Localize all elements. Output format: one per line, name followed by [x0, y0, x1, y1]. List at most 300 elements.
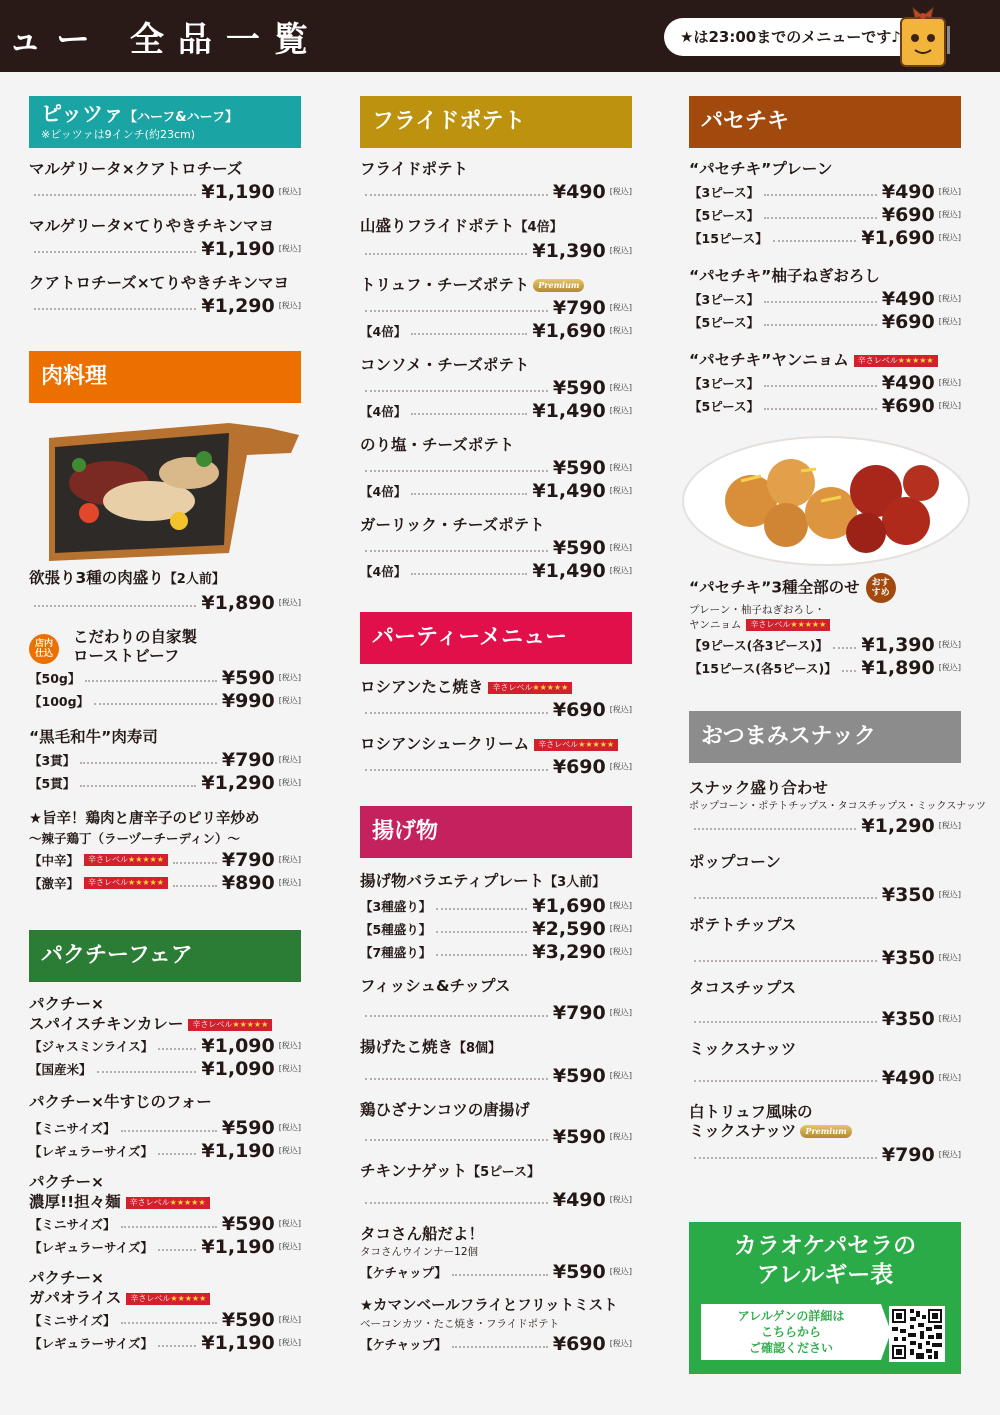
- leader-dots: [842, 670, 857, 672]
- tax-label: [税込]: [609, 543, 632, 552]
- option-label: 【ケチャップ】: [360, 1336, 447, 1352]
- item-name-text: 揚げ物バラエティプレート: [360, 872, 545, 890]
- premium-badge: Premium: [533, 279, 584, 292]
- tax-label: [税込]: [938, 294, 961, 303]
- menu-item[interactable]: [360, 354, 632, 422]
- price-row: [29, 771, 301, 794]
- leader-dots: [365, 470, 548, 472]
- price-row: [360, 559, 632, 582]
- item-desc-text: ヤンニョム: [689, 619, 742, 631]
- tax-label: [税込]: [609, 705, 632, 714]
- item-price: ¥590: [221, 666, 275, 689]
- item-price: ¥990: [221, 689, 275, 712]
- tax-label: [税込]: [609, 1008, 632, 1017]
- spice-stars: ★★★★★: [532, 682, 569, 692]
- tax-label: [税込]: [609, 1132, 632, 1141]
- item-price: ¥1,690: [532, 319, 606, 342]
- option-label: 【5ピース】: [689, 314, 760, 330]
- tax-label: [税込]: [609, 486, 632, 495]
- item-price: ¥1,690: [532, 894, 606, 917]
- item-price: ¥1,890: [201, 591, 275, 614]
- menu-item[interactable]: [360, 1295, 632, 1355]
- price-row: [689, 226, 961, 249]
- price-row: [360, 1188, 632, 1211]
- item-price: ¥790: [221, 848, 275, 871]
- menu-item[interactable]: [689, 914, 961, 969]
- price-row: [689, 203, 961, 226]
- leader-dots: [452, 1274, 548, 1276]
- menu-item[interactable]: [360, 870, 632, 963]
- menu-item[interactable]: [360, 733, 632, 778]
- item-name: マルゲリータ×てりやきチキンマヨ: [29, 217, 275, 235]
- leader-dots: [121, 1226, 217, 1228]
- price-row: [689, 1007, 961, 1030]
- category-header-pizza: [29, 96, 301, 148]
- item-price: ¥1,390: [861, 633, 935, 656]
- tax-label: [税込]: [278, 878, 301, 887]
- option-label: 【激辛】: [29, 875, 80, 891]
- leader-dots: [411, 493, 527, 495]
- menu-item[interactable]: [360, 1223, 632, 1283]
- leader-dots: [34, 308, 196, 310]
- item-name-line: こだわりの自家製: [73, 628, 198, 646]
- item-name: マルゲリータ×クアトロチーズ: [29, 160, 243, 178]
- spice-level-badge: [126, 1197, 210, 1209]
- item-price: ¥490: [881, 287, 935, 310]
- recommended-badge: [866, 573, 896, 603]
- menu-item[interactable]: [29, 567, 301, 614]
- menu-item[interactable]: [29, 1172, 301, 1258]
- price-row: [689, 310, 961, 333]
- item-name: コンソメ・チーズポテト: [360, 356, 530, 374]
- spice-label: 辛さレベル: [130, 1293, 171, 1303]
- tax-label: [税込]: [609, 463, 632, 472]
- price-row: [29, 748, 301, 771]
- price-row: [29, 1116, 301, 1139]
- spice-label: 辛さレベル: [857, 355, 898, 365]
- price-row: [360, 536, 632, 559]
- tax-label: [税込]: [938, 1073, 961, 1082]
- spice-level-badge: [854, 355, 938, 367]
- price-row: [360, 1260, 632, 1283]
- leader-dots: [158, 1153, 196, 1155]
- item-price: ¥1,290: [201, 771, 275, 794]
- item-desc: タコさんウインナー12個: [360, 1246, 479, 1258]
- item-price: ¥590: [552, 456, 606, 479]
- item-name: [360, 1160, 632, 1184]
- leader-dots: [365, 712, 548, 714]
- tax-label: [税込]: [278, 1041, 301, 1050]
- allergy-title-line: カラオケパセラの: [733, 1233, 917, 1259]
- menu-item[interactable]: [689, 977, 961, 1030]
- tax-label: [税込]: [278, 1242, 301, 1251]
- leader-dots: [365, 769, 548, 771]
- item-price: ¥1,190: [201, 1139, 275, 1162]
- menu-item[interactable]: [360, 274, 632, 342]
- menu-item[interactable]: [689, 265, 961, 333]
- item-price: ¥690: [881, 310, 935, 333]
- option-label: 【国産米】: [29, 1061, 92, 1077]
- option-label: 【ケチャップ】: [360, 1264, 447, 1280]
- item-price: ¥690: [881, 394, 935, 417]
- badge-line: 仕込: [34, 649, 53, 659]
- item-price: ¥350: [881, 1007, 935, 1030]
- option-label: 【3貫】: [29, 752, 76, 768]
- item-price: ¥1,290: [201, 294, 275, 317]
- leader-dots: [365, 550, 548, 552]
- option-label: 【5種盛り】: [360, 921, 432, 937]
- item-price: ¥590: [221, 1116, 275, 1139]
- item-price: ¥1,390: [532, 239, 606, 262]
- price-row: [360, 180, 632, 203]
- item-name-text: “パセチキ”ヤンニョム: [689, 351, 849, 369]
- option-label: 【15ピース(各5ピース)】: [689, 660, 837, 676]
- tax-label: [税込]: [938, 953, 961, 962]
- tax-label: [税込]: [609, 924, 632, 933]
- tax-label: [税込]: [278, 1315, 301, 1324]
- column-right: [689, 96, 986, 1166]
- item-name-text: 欲張り3種の肉盛り: [29, 569, 164, 587]
- option-label: 【3種盛り】: [360, 898, 432, 914]
- menu-item[interactable]: [29, 1268, 301, 1354]
- menu-item[interactable]: [689, 349, 961, 417]
- menu-item[interactable]: [689, 158, 961, 249]
- item-price: ¥350: [881, 883, 935, 906]
- tax-label: [税込]: [609, 901, 632, 910]
- tax-label: [税込]: [609, 1195, 632, 1204]
- tax-label: [税込]: [278, 301, 301, 310]
- price-row: [360, 755, 632, 778]
- item-name: “パセチキ”柚子ねぎおろし: [689, 267, 880, 285]
- option-label: 【レギュラーサイズ】: [29, 1143, 154, 1159]
- price-row: [29, 1331, 301, 1354]
- menu-item[interactable]: [360, 158, 632, 203]
- tax-label: [税込]: [938, 640, 961, 649]
- column-left: [29, 96, 301, 1354]
- option-label: 【100g】: [29, 693, 90, 709]
- item-name-text: トリュフ・チーズポテト: [360, 276, 530, 294]
- leader-dots: [764, 324, 877, 326]
- leader-dots: [97, 1071, 197, 1073]
- leader-dots: [694, 1080, 877, 1082]
- leader-dots: [121, 1130, 217, 1132]
- price-row: [360, 296, 632, 319]
- item-name: [29, 1172, 301, 1212]
- item-price: ¥490: [552, 1188, 606, 1211]
- menu-item[interactable]: [29, 726, 301, 794]
- price-row: [689, 814, 961, 837]
- menu-item[interactable]: [689, 573, 961, 679]
- item-name: [360, 733, 632, 755]
- spice-level-badge: [84, 854, 168, 866]
- item-name: [29, 1268, 301, 1308]
- tax-label: [税込]: [278, 598, 301, 607]
- spice-label: 辛さレベル: [88, 854, 129, 864]
- item-name: [689, 573, 961, 603]
- item-price: ¥690: [552, 698, 606, 721]
- item-name: ★旨辛！鶏肉と唐辛子のピリ辛炒め: [29, 811, 260, 827]
- spice-level-badge: [126, 1293, 210, 1305]
- item-name: ポテトチップス: [689, 916, 797, 934]
- item-name: スナック盛り合わせ: [689, 779, 828, 797]
- menu-item[interactable]: [360, 1099, 632, 1148]
- item-price: ¥690: [881, 203, 935, 226]
- item-price: ¥1,890: [861, 656, 935, 679]
- leader-dots: [158, 1345, 196, 1347]
- item-name-text: 揚げたこ焼き: [360, 1038, 454, 1056]
- leader-dots: [365, 390, 548, 392]
- spice-label: 辛さレベル: [129, 1197, 170, 1207]
- item-price: ¥490: [881, 180, 935, 203]
- option-label: 【4倍】: [360, 403, 407, 419]
- allergy-instructions: [701, 1304, 881, 1360]
- tax-label: [税込]: [278, 1338, 301, 1347]
- tax-label: [税込]: [278, 855, 301, 864]
- item-price: ¥490: [552, 180, 606, 203]
- price-row: [689, 180, 961, 203]
- tax-label: [税込]: [278, 1146, 301, 1155]
- item-name-text: “パセチキ”3種全部のせ: [689, 578, 860, 597]
- tax-label: [税込]: [938, 663, 961, 672]
- spice-level-badge: [84, 877, 168, 889]
- menu-item[interactable]: [360, 975, 632, 1024]
- item-name-line: パクチー×: [29, 1173, 104, 1191]
- price-row: [689, 371, 961, 394]
- category-header-snack: おつまみスナック: [689, 711, 961, 763]
- item-price: ¥790: [552, 1001, 606, 1024]
- allergy-info-panel[interactable]: [689, 1222, 961, 1374]
- allergy-title: [689, 1232, 961, 1290]
- tax-label: [税込]: [278, 696, 301, 705]
- category-header-party: パーティーメニュー: [360, 612, 632, 664]
- tax-label: [税込]: [609, 1071, 632, 1080]
- leader-dots: [365, 194, 548, 196]
- item-desc: ポップコーン・ポテトチップス・タコスチップス・ミックスナッツ: [689, 801, 986, 812]
- item-price: ¥1,090: [201, 1057, 275, 1080]
- price-row: [29, 591, 301, 614]
- leader-dots: [365, 1139, 548, 1141]
- item-name-text: 山盛りフライドポテト: [360, 217, 515, 235]
- menu-item[interactable]: [689, 1038, 961, 1089]
- price-row: [29, 1308, 301, 1331]
- price-row: [29, 1235, 301, 1258]
- item-name: ★カマンベールフライとフリットミスト: [360, 1298, 618, 1314]
- tax-label: [税込]: [278, 1064, 301, 1073]
- item-name: [29, 994, 301, 1034]
- price-row: [360, 376, 632, 399]
- leader-dots: [411, 413, 527, 415]
- tax-label: [税込]: [938, 1150, 961, 1159]
- price-row: [29, 1057, 301, 1080]
- tax-label: [税込]: [609, 1267, 632, 1276]
- late-night-note: ★は23:00までのメニューです♪: [664, 18, 941, 56]
- menu-item[interactable]: [689, 1103, 961, 1166]
- column-middle: [360, 96, 632, 1355]
- leader-dots: [34, 194, 196, 196]
- tax-label: [税込]: [609, 187, 632, 196]
- item-price: ¥790: [221, 748, 275, 771]
- spice-stars: ★★★★★: [128, 854, 164, 864]
- tax-label: [税込]: [278, 1219, 301, 1228]
- option-label: 【4倍】: [360, 563, 407, 579]
- price-row: [689, 394, 961, 417]
- price-row: [29, 180, 301, 203]
- item-qty: 【4倍】: [514, 220, 563, 235]
- option-label: 【レギュラーサイズ】: [29, 1239, 154, 1255]
- leader-dots: [436, 908, 527, 910]
- badge-line: おす: [871, 578, 890, 588]
- menu-item[interactable]: [29, 272, 301, 317]
- price-row: [360, 698, 632, 721]
- item-price: ¥590: [552, 1064, 606, 1087]
- menu-item[interactable]: [360, 1036, 632, 1087]
- leader-dots: [436, 954, 527, 956]
- menu-item[interactable]: [360, 1160, 632, 1211]
- item-price: ¥590: [221, 1308, 275, 1331]
- spice-stars: ★★★★★: [169, 1197, 206, 1207]
- price-row: [689, 633, 961, 656]
- item-name-text: チキンナゲット: [360, 1162, 468, 1180]
- item-name: “パセチキ”プレーン: [689, 160, 833, 178]
- option-label: 【4倍】: [360, 483, 407, 499]
- spice-stars: ★★★★★: [232, 1019, 269, 1029]
- header-bar: [0, 0, 1000, 72]
- leader-dots: [764, 385, 877, 387]
- fried-chicken-photo: [681, 421, 971, 571]
- leader-dots: [764, 301, 877, 303]
- leader-dots: [694, 828, 856, 830]
- item-price: ¥590: [221, 1212, 275, 1235]
- menu-item[interactable]: [360, 215, 632, 262]
- leader-dots: [694, 1157, 877, 1159]
- item-price: ¥1,490: [532, 559, 606, 582]
- in-house-badge: [29, 634, 59, 664]
- menu-item[interactable]: [29, 994, 301, 1080]
- item-name-line: パクチー×: [29, 1269, 104, 1287]
- price-row: [29, 237, 301, 260]
- item-desc: [689, 618, 961, 633]
- tax-label: [税込]: [938, 821, 961, 830]
- page-title: ュー 全品一覧: [8, 20, 322, 60]
- leader-dots: [694, 960, 877, 962]
- item-name-line: パクチー×: [29, 995, 104, 1013]
- tax-label: [税込]: [938, 1014, 961, 1023]
- item-price: ¥590: [552, 1125, 606, 1148]
- leader-dots: [34, 251, 196, 253]
- menu-item[interactable]: [29, 215, 301, 260]
- badge-line: すめ: [871, 588, 890, 598]
- menu-item[interactable]: [29, 158, 301, 203]
- leader-dots: [80, 762, 217, 764]
- item-name: [360, 215, 632, 239]
- spice-level-badge: [188, 1019, 272, 1031]
- leader-dots: [365, 1202, 548, 1204]
- option-label: 【レギュラーサイズ】: [29, 1335, 154, 1351]
- category-header-pasechiki: パセチキ: [689, 96, 961, 148]
- option-label: 【15ピース】: [689, 230, 768, 246]
- allergy-line: アレルゲンの詳細は: [737, 1309, 845, 1323]
- item-price: ¥890: [221, 871, 275, 894]
- item-price: ¥1,190: [201, 1235, 275, 1258]
- leader-dots: [365, 253, 527, 255]
- leader-dots: [173, 885, 217, 887]
- menu-item[interactable]: [29, 1088, 301, 1162]
- item-price: ¥790: [881, 1143, 935, 1166]
- price-row: [29, 1034, 301, 1057]
- menu-item[interactable]: [689, 777, 986, 837]
- item-head: [29, 628, 301, 666]
- menu-item[interactable]: [360, 514, 632, 582]
- option-label: 【7種盛り】: [360, 944, 432, 960]
- price-row: [360, 479, 632, 502]
- leader-dots: [158, 1048, 196, 1050]
- mascot-illustration: [893, 4, 955, 74]
- item-qty: 【8個】: [453, 1041, 502, 1056]
- price-row: [360, 399, 632, 422]
- menu-item[interactable]: [360, 434, 632, 502]
- menu-item[interactable]: [29, 808, 301, 894]
- leader-dots: [764, 194, 877, 196]
- item-name: タコさん船だよ！: [360, 1225, 485, 1243]
- tax-label: [税込]: [278, 755, 301, 764]
- leader-dots: [365, 310, 548, 312]
- tax-label: [税込]: [938, 890, 961, 899]
- tax-label: [税込]: [278, 778, 301, 787]
- leader-dots: [80, 785, 196, 787]
- price-row: [360, 1125, 632, 1148]
- leader-dots: [833, 647, 856, 649]
- item-price: ¥2,590: [532, 917, 606, 940]
- spice-stars: ★★★★★: [170, 1293, 207, 1303]
- tax-label: [税込]: [609, 947, 632, 956]
- item-name: タコスチップス: [689, 979, 797, 997]
- category-title-suffix: 【ハーフ&ハーフ】: [123, 110, 238, 125]
- option-label: 【5貫】: [29, 775, 76, 791]
- item-name: “黒毛和牛”肉寿司: [29, 728, 158, 746]
- spice-stars: ★★★★★: [897, 355, 934, 365]
- item-name: [689, 349, 961, 371]
- premium-badge: Premium: [800, 1125, 851, 1138]
- tax-label: [税込]: [609, 326, 632, 335]
- price-row: [29, 689, 301, 712]
- leader-dots: [34, 605, 196, 607]
- qr-code-icon: [892, 1309, 942, 1359]
- tax-label: [税込]: [938, 378, 961, 387]
- item-price: ¥1,190: [201, 1331, 275, 1354]
- menu-item[interactable]: [360, 676, 632, 721]
- leader-dots: [411, 333, 527, 335]
- menu-item[interactable]: [29, 628, 301, 712]
- leader-dots: [764, 408, 877, 410]
- leader-dots: [365, 1015, 548, 1017]
- badge-line: 店内: [34, 639, 53, 649]
- price-row: [29, 848, 301, 871]
- item-name-line: ローストビーフ: [73, 647, 180, 665]
- item-name-line: 濃厚!!担々麺: [29, 1193, 121, 1211]
- item-price: ¥1,690: [861, 226, 935, 249]
- item-name: [73, 628, 197, 666]
- item-price: ¥350: [881, 946, 935, 969]
- menu-item[interactable]: [689, 851, 961, 906]
- spice-stars: ★★★★★: [128, 877, 164, 887]
- item-price: ¥3,290: [532, 940, 606, 963]
- item-price: ¥590: [552, 536, 606, 559]
- price-row: [360, 1001, 632, 1024]
- qr-code[interactable]: [889, 1306, 945, 1362]
- price-row: [360, 917, 632, 940]
- spice-stars: ★★★★★: [578, 739, 615, 749]
- price-row: [689, 883, 961, 906]
